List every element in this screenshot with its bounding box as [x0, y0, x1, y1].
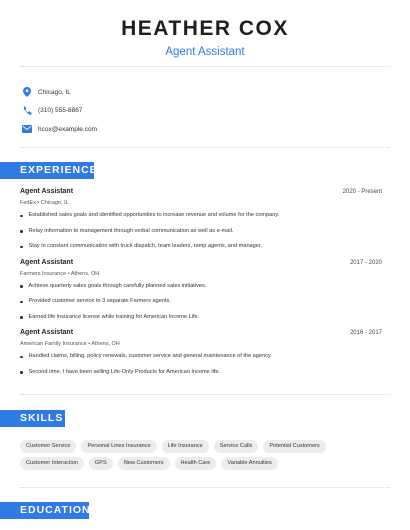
envelope-icon: [22, 124, 32, 134]
experience-list: [20, 188, 382, 384]
job-bullet: Stay in constant communication with truck dispatch, team leaders, ramp agents, and manager.: [20, 239, 382, 255]
skill-chip: Potential Customers: [263, 440, 325, 453]
skills-list: [20, 440, 390, 473]
job-bullet: Earned life insurance license while training for American Income Life.: [20, 310, 382, 326]
job-entry: [20, 329, 382, 380]
section-title-experience: EXPERIENCE: [0, 162, 94, 179]
contact-divider: [20, 147, 390, 148]
job-company: FedEx: [20, 200, 36, 206]
job-dates: 2020 - Present: [342, 189, 382, 195]
skills-divider: [20, 487, 390, 488]
job-title: Agent Assistant: [20, 329, 74, 336]
job-location: Chicago, IL: [40, 200, 69, 206]
job-dates: 2017 - 2020: [349, 259, 382, 266]
phone-text: (310) 555-8867: [38, 107, 83, 115]
skill-chip: Service Calls: [214, 440, 259, 453]
skill-chip: Customer Service: [20, 440, 76, 453]
job-company: Farmers Insurance: [20, 270, 67, 277]
skill-chip: New Customers: [118, 457, 170, 470]
header-divider: [20, 66, 390, 67]
job-company-line: Farmers Insurance • Athens, OH: [20, 270, 100, 277]
location-text: Chicago, IL: [38, 88, 71, 96]
job-bullet: Relay information to management through verbal communication as well as e-mail.: [20, 224, 382, 240]
job-dates: 2016 - 2017: [349, 330, 382, 336]
job-company: American Family Insurance: [20, 341, 87, 347]
skill-chip: Customer Interaction: [20, 457, 84, 470]
contact-email: [22, 120, 97, 139]
section-title-education: EDUCATION: [0, 502, 89, 519]
candidate-title: Agent Assistant: [165, 46, 245, 58]
job-entry: [20, 188, 382, 255]
job-location: Athens, OH: [70, 270, 100, 277]
job-bullet: Established sales goals and identified opportunities to increase revenue and volume for the company.: [20, 208, 382, 224]
skill-chip: Personal Lines Insurance: [81, 440, 156, 453]
skill-chip: Health Care: [175, 457, 217, 470]
skill-chip: GPS: [89, 457, 113, 470]
experience-divider: [20, 394, 390, 395]
job-bullet: Achieve quarterly sales goals through carefully planned sales initiatives.: [20, 279, 382, 295]
job-company-line: American Family Insurance • Athens, OH: [20, 341, 120, 347]
contact-location: [22, 83, 97, 102]
job-entry: [20, 259, 382, 326]
job-location: Athens, OH: [91, 341, 120, 347]
candidate-name: HEATHER COX: [121, 17, 289, 40]
job-company-line: FedEx • Chicago, IL: [20, 200, 69, 206]
job-bullet: Second time, I have been selling Life-Only Products for American Income life.: [20, 365, 382, 381]
contact-info: [22, 83, 97, 139]
contact-phone: [22, 102, 97, 121]
phone-icon: [22, 106, 32, 116]
job-title: Agent Assistant: [20, 258, 74, 266]
job-bullet: Handled claims, billing, policy renewals, customer service and general maintenance of the agency.: [20, 349, 382, 365]
section-title-skills: SKILLS: [0, 410, 65, 427]
skill-chip: Life Insurance: [162, 440, 209, 453]
skill-chip: Variable Annuities: [221, 457, 277, 470]
map-pin-icon: [22, 87, 32, 97]
resume-header: [0, 0, 410, 59]
job-bullet: Provided customer service to 3 separate Farmers agents.: [20, 294, 382, 310]
job-title: Agent Assistant: [20, 188, 74, 195]
email-text: hcox@example.com: [38, 125, 97, 133]
